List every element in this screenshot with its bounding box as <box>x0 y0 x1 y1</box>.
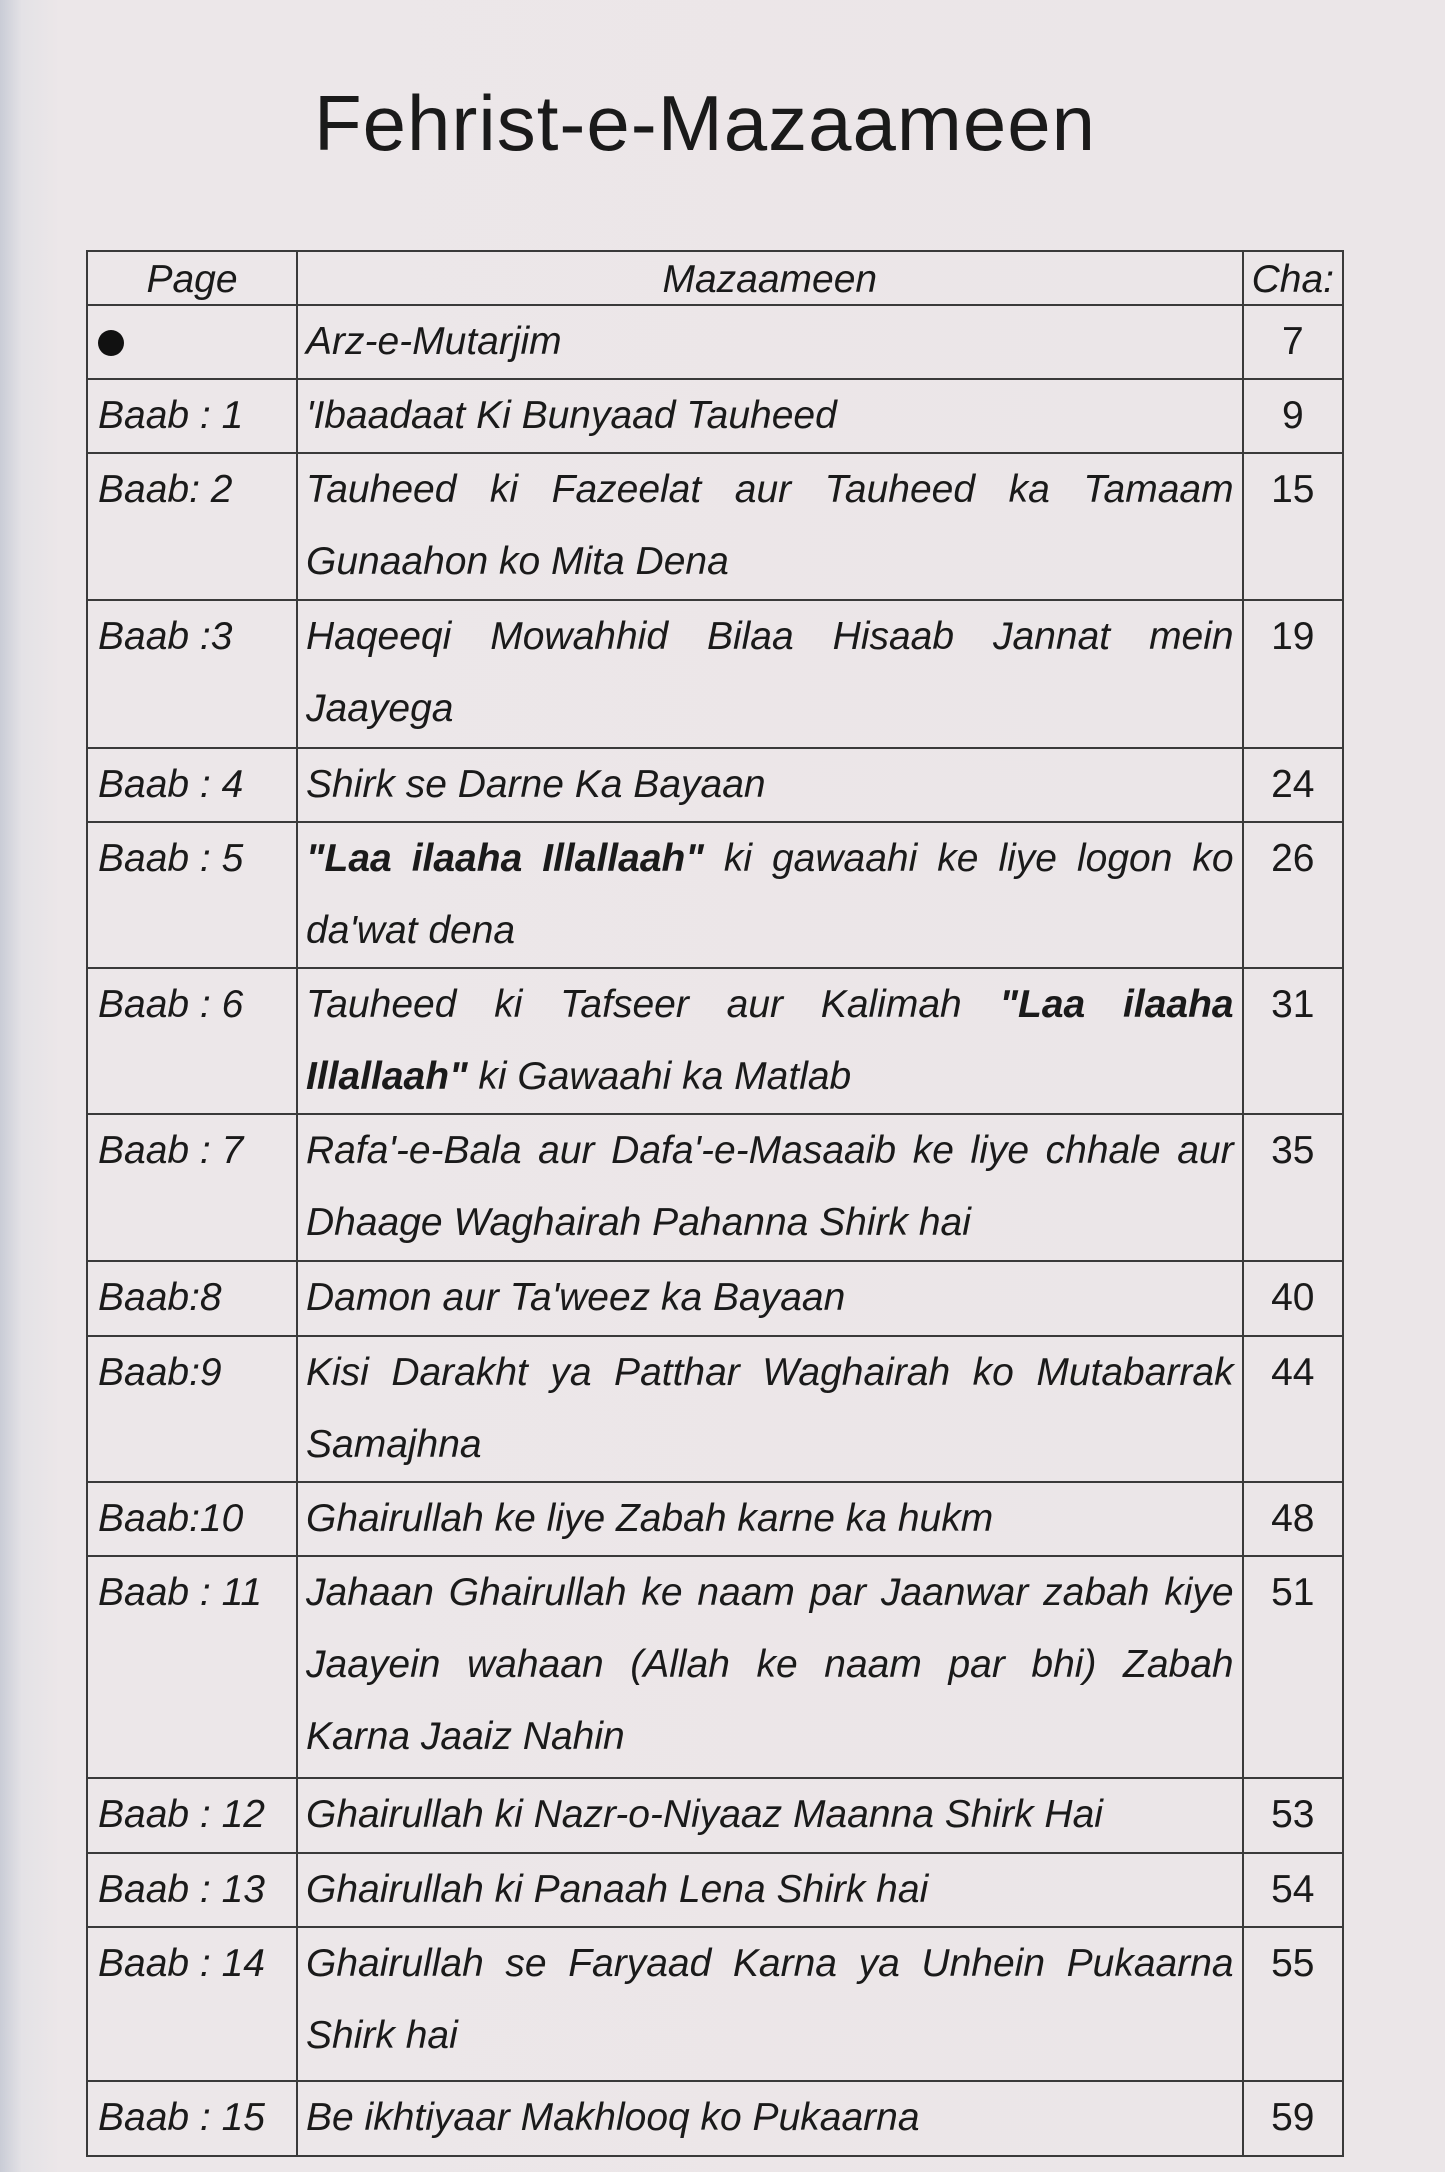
row-page: Baab : 14 <box>87 1927 297 2081</box>
row-chapter: 19 <box>1243 600 1343 748</box>
table-row <box>87 968 1343 1114</box>
table-row <box>87 2081 1343 2156</box>
row-title <box>297 2081 1243 2156</box>
row-chapter: 15 <box>1243 453 1343 600</box>
title-text: Rafa'-e-Bala aur Dafa'-e-Masaaib ke liye chhale aur Dhaage Waghairah Pahanna Shirk hai <box>306 1129 1234 1244</box>
row-title <box>297 1778 1243 1853</box>
table-row <box>87 600 1343 748</box>
row-title <box>297 1261 1243 1336</box>
title-text: ki Gawaahi ka Matlab <box>467 1055 852 1098</box>
table-row <box>87 1261 1343 1336</box>
table-row <box>87 1556 1343 1778</box>
table-row <box>87 1778 1343 1853</box>
row-page: Baab : 11 <box>87 1556 297 1778</box>
row-title <box>297 453 1243 600</box>
row-title <box>297 968 1243 1114</box>
row-chapter: 40 <box>1243 1261 1343 1336</box>
table-row <box>87 379 1343 453</box>
contents-table <box>86 250 1344 2157</box>
row-page <box>87 305 297 379</box>
row-page: Baab:9 <box>87 1336 297 1482</box>
row-chapter: 26 <box>1243 822 1343 968</box>
row-chapter: 48 <box>1243 1482 1343 1556</box>
row-page: Baab : 4 <box>87 748 297 822</box>
row-page: Baab : 1 <box>87 379 297 453</box>
row-page: Baab:8 <box>87 1261 297 1336</box>
table-row <box>87 1927 1343 2081</box>
row-page: Baab : 5 <box>87 822 297 968</box>
row-page: Baab : 12 <box>87 1778 297 1853</box>
title-text: Tauheed ki Tafseer aur Kalimah <box>306 983 1000 1026</box>
table-row <box>87 1482 1343 1556</box>
row-chapter: 44 <box>1243 1336 1343 1482</box>
bold-phrase: "Laa ilaaha Illallaah" <box>306 983 1234 1098</box>
title-text: Ghairullah ki Panaah Lena Shirk hai <box>306 1868 929 1911</box>
row-chapter: 7 <box>1243 305 1343 379</box>
title-text: Ghairullah se Faryaad Karna ya Unhein Pukaarna Shirk hai <box>306 1942 1234 2057</box>
row-chapter: 54 <box>1243 1853 1343 1927</box>
title-text: Ghairullah ki Nazr-o-Niyaaz Maanna Shirk Hai <box>306 1793 1103 1836</box>
row-page: Baab: 2 <box>87 453 297 600</box>
row-chapter: 31 <box>1243 968 1343 1114</box>
row-title <box>297 822 1243 968</box>
row-page: Baab :3 <box>87 600 297 748</box>
table-header <box>87 251 1343 305</box>
row-chapter: 51 <box>1243 1556 1343 1778</box>
title-text: Be ikhtiyaar Makhlooq ko Pukaarna <box>306 2096 920 2139</box>
table-row <box>87 453 1343 600</box>
row-chapter: 59 <box>1243 2081 1343 2156</box>
row-title <box>297 379 1243 453</box>
row-title <box>297 1336 1243 1482</box>
title-text: Ghairullah ke liye Zabah karne ka hukm <box>306 1497 994 1540</box>
row-title <box>297 1556 1243 1778</box>
title-text: Haqeeqi Mowahhid Bilaa Hisaab Jannat mein Jaayega <box>306 615 1234 730</box>
row-title <box>297 1853 1243 1927</box>
page-title: Fehrist-e-Mazaameen <box>314 79 1096 167</box>
row-title <box>297 1482 1243 1556</box>
table-row <box>87 1114 1343 1261</box>
row-chapter: 55 <box>1243 1927 1343 2081</box>
row-page: Baab : 6 <box>87 968 297 1114</box>
table-row <box>87 822 1343 968</box>
row-chapter: 35 <box>1243 1114 1343 1261</box>
header-chapter: Cha: <box>1243 251 1343 305</box>
row-page: Baab : 13 <box>87 1853 297 1927</box>
row-chapter: 24 <box>1243 748 1343 822</box>
row-title <box>297 600 1243 748</box>
title-text: Shirk se Darne Ka Bayaan <box>306 763 766 806</box>
row-title <box>297 305 1243 379</box>
title-text: Damon aur Ta'weez ka Bayaan <box>306 1276 846 1319</box>
table-row <box>87 1336 1343 1482</box>
title-text: Jahaan Ghairullah ke naam par Jaanwar zabah kiye Jaayein wahaan (Allah ke naam par bhi) Zabah Karna Jaaiz Nahin <box>306 1571 1234 1758</box>
row-title <box>297 748 1243 822</box>
title-text: Kisi Darakht ya Patthar Waghairah ko Mutabarrak Samajhna <box>306 1351 1234 1466</box>
table-row <box>87 1853 1343 1927</box>
table-row <box>87 748 1343 822</box>
title-text: Tauheed ki Fazeelat aur Tauheed ka Tamaam Gunaahon ko Mita Dena <box>306 468 1234 583</box>
title-text: Arz-e-Mutarjim <box>306 320 562 363</box>
title-text: 'Ibaadaat Ki Bunyaad Tauheed <box>306 394 837 437</box>
bullet-icon <box>98 330 124 356</box>
row-page: Baab : 15 <box>87 2081 297 2156</box>
row-title <box>297 1114 1243 1261</box>
title-text: ki gawaahi ke liye logon ko da'wat dena <box>306 837 1234 952</box>
header-content: Mazaameen <box>297 251 1243 305</box>
row-title <box>297 1927 1243 2081</box>
table-row <box>87 305 1343 379</box>
row-chapter: 53 <box>1243 1778 1343 1853</box>
row-chapter: 9 <box>1243 379 1343 453</box>
header-page: Page <box>87 251 297 305</box>
bold-phrase: "Laa ilaaha Illallaah" <box>306 837 704 880</box>
row-page: Baab:10 <box>87 1482 297 1556</box>
row-page: Baab : 7 <box>87 1114 297 1261</box>
